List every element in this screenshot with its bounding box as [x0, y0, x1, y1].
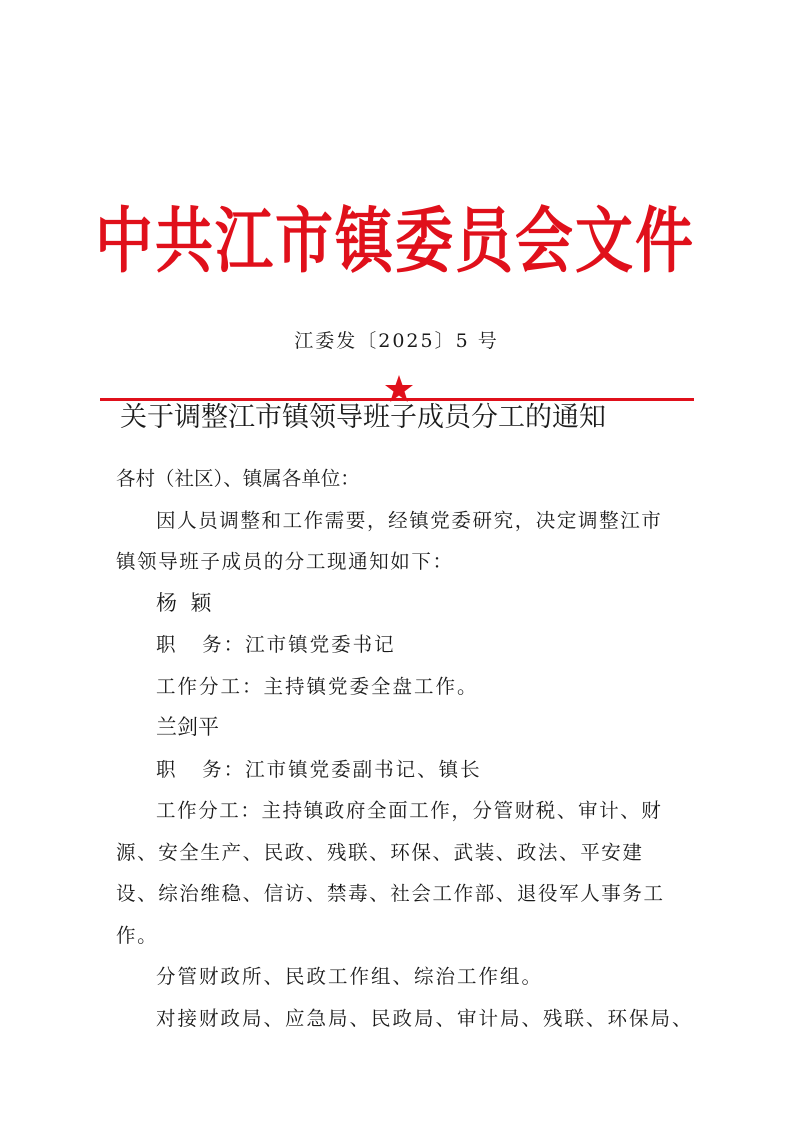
- masthead-title: 中共江市镇委员会文件: [95, 199, 696, 283]
- intro-paragraph: 因人员调整和工作需要，经镇党委研究，决定调整江市镇领导班子成员的分工现通知如下：: [116, 508, 663, 573]
- member-duties: 工作分工：主持镇党委全盘工作。: [156, 674, 479, 698]
- addressee-line: 各村（社区）、镇属各单位：: [116, 467, 360, 490]
- document-number: 江委发〔2025〕5 号: [294, 330, 499, 352]
- notice-body: [116, 458, 694, 1039]
- member-name: 兰剑平: [156, 715, 219, 739]
- member-liaison: 对接财政局、应急局、民政局、审计局、残联、环保局、: [156, 1006, 694, 1030]
- member-position: 职 务：江市镇党委书记: [156, 633, 396, 656]
- member-name: 杨 颖: [156, 590, 212, 615]
- member-oversees: 分管财政所、民政工作组、综治工作组。: [156, 965, 544, 988]
- member-duties: 工作分工：主持镇政府全面工作，分管财税、审计、财源、安全生产、民政、残联、环保、武装、政法、平安建设、综治维稳、信访、禁毒、社会工作部、退役军人事务工作。: [116, 799, 665, 947]
- notice-title: 关于调整江市镇领导班子成员分工的通知: [120, 402, 606, 433]
- member-position: 职 务：江市镇党委副书记、镇长: [156, 757, 482, 781]
